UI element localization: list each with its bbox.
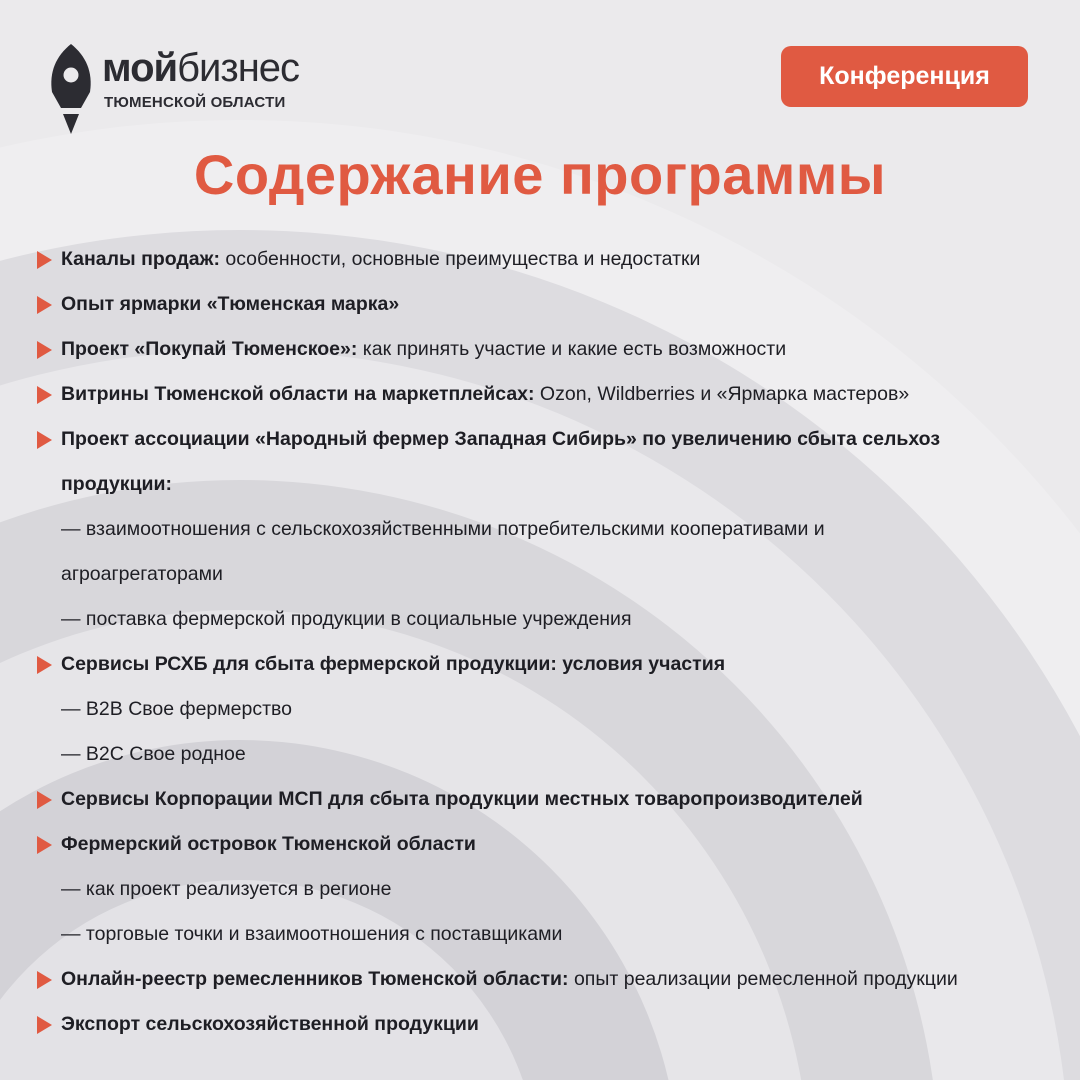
program-item bbox=[34, 462, 1064, 507]
brand-name-regular: бизнес bbox=[177, 46, 300, 90]
program-subitem: — взаимоотношения с сельскохозяйственными потребительскими кооперативами и bbox=[61, 518, 825, 540]
program-item bbox=[34, 417, 1064, 462]
program-item-title: продукции: bbox=[61, 473, 173, 495]
bullet-triangle-icon bbox=[37, 791, 52, 809]
program-item-detail: как принять участие и какие есть возможности bbox=[357, 338, 787, 360]
program-subitem: — поставка фермерской продукции в социальные учреждения bbox=[61, 608, 632, 630]
brand-name-bold: мой bbox=[102, 46, 178, 90]
bullet-triangle-icon bbox=[37, 386, 52, 404]
program-item-title: Опыт ярмарки «Тюменская марка» bbox=[61, 293, 400, 315]
program-item bbox=[34, 642, 1064, 687]
program-subitem: — как проект реализуется в регионе bbox=[61, 878, 392, 900]
program-subitem: агроагрегаторами bbox=[61, 563, 223, 585]
bullet-triangle-icon bbox=[37, 971, 52, 989]
page-title: Содержание программы bbox=[193, 143, 887, 206]
bullet-triangle-icon bbox=[37, 341, 52, 359]
brand-name bbox=[102, 46, 299, 90]
program-item-title: Проект ассоциации «Народный фермер Западная Сибирь» по увеличению сбыта сельхоз bbox=[61, 428, 941, 450]
program-item bbox=[34, 777, 1064, 822]
program-item-detail: опыт реализации ремесленной продукции bbox=[568, 968, 958, 990]
program-subitem: — B2B Свое фермерство bbox=[61, 698, 293, 720]
program-item bbox=[34, 282, 1064, 327]
program-item bbox=[34, 237, 1064, 282]
program-subitem: — торговые точки и взаимоотношения с поставщиками bbox=[61, 923, 563, 945]
program-item bbox=[34, 957, 1064, 1002]
brand-region: ТЮМЕНСКОЙ ОБЛАСТИ bbox=[104, 94, 286, 111]
program-item-title: Сервисы РСХБ для сбыта фермерской продукции: условия участия bbox=[61, 653, 726, 675]
program-item-title: Фермерский островок Тюменской области bbox=[61, 833, 476, 855]
program-item bbox=[34, 372, 1064, 417]
program-item-detail: Ozon, Wildberries и «Ярмарка мастеров» bbox=[534, 383, 910, 405]
program-item-title: Онлайн-реестр ремесленников Тюменской области: bbox=[61, 968, 569, 990]
program-item-title: Проект «Покупай Тюменское»: bbox=[61, 338, 358, 360]
brand-logo bbox=[46, 42, 299, 138]
program-item-title: Сервисы Корпорации МСП для сбыта продукции местных товаропроизводителей bbox=[61, 788, 863, 810]
program-list bbox=[34, 237, 1064, 1047]
program-item bbox=[34, 822, 1064, 867]
bullet-triangle-icon bbox=[37, 1016, 52, 1034]
program-item-title: Каналы продаж: bbox=[61, 248, 220, 270]
bullet-triangle-icon bbox=[37, 296, 52, 314]
program-subitem: — B2C Свое родное bbox=[61, 743, 246, 765]
program-item bbox=[34, 1002, 1064, 1047]
bullet-triangle-icon bbox=[37, 251, 52, 269]
rocket-icon bbox=[46, 42, 96, 138]
bullet-triangle-icon bbox=[37, 431, 52, 449]
conference-badge: Конференция bbox=[781, 46, 1028, 107]
program-item bbox=[34, 327, 1064, 372]
program-item-title: Витрины Тюменской области на маркетплейсах: bbox=[61, 383, 535, 405]
bullet-triangle-icon bbox=[37, 656, 52, 674]
program-item-title: Экспорт сельскохозяйственной продукции bbox=[61, 1013, 479, 1035]
program-item-detail: особенности, основные преимущества и недостатки bbox=[219, 248, 701, 270]
bullet-triangle-icon bbox=[37, 836, 52, 854]
